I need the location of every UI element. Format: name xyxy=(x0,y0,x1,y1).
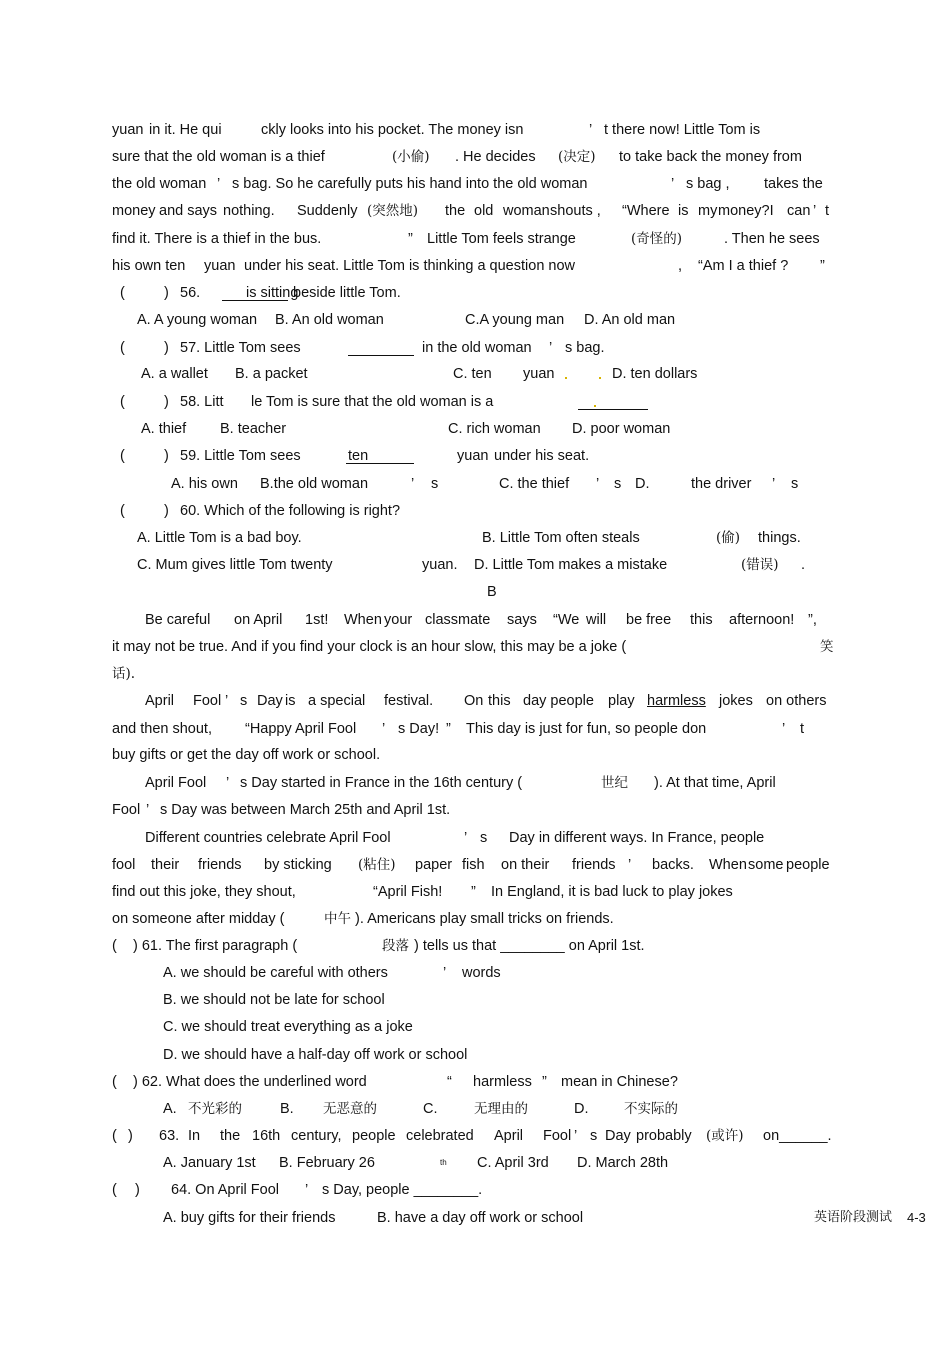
text: is xyxy=(678,203,689,219)
question-61-option-b xyxy=(0,988,950,1012)
passage-a-line-2 xyxy=(0,145,950,169)
option-b: B. have a day off work or school xyxy=(377,1210,584,1226)
question-text: 64. On April Fool xyxy=(171,1182,279,1198)
passage-a-line-3 xyxy=(0,172,950,196)
option-a: A. A young woman xyxy=(137,312,258,328)
answer-paren-close: ) xyxy=(128,1128,133,1144)
text: ”, xyxy=(808,612,817,628)
text: . He decides xyxy=(455,149,536,165)
text: ckly looks into his pocket. The money isn xyxy=(261,122,524,138)
text: a special xyxy=(308,693,366,709)
text: ” xyxy=(820,258,825,274)
question-64 xyxy=(0,1178,950,1202)
text: ’ xyxy=(305,1182,309,1198)
option-a: A. we should be careful with others xyxy=(163,965,388,981)
answer-paren-open: ( xyxy=(120,394,125,410)
passage-b-p4-line-2 xyxy=(0,853,950,877)
question-58-options xyxy=(0,417,950,441)
text: t xyxy=(800,721,805,737)
page-number: 4-3 xyxy=(907,1210,926,1225)
option-d: D. xyxy=(574,1101,589,1117)
text: s xyxy=(590,1128,598,1144)
option-b: B.the old woman xyxy=(260,476,369,492)
option-c: C. xyxy=(423,1101,438,1117)
question-60-options-ab xyxy=(0,526,950,550)
question-62 xyxy=(0,1070,950,1094)
option-b: B. teacher xyxy=(220,421,287,437)
text: under his seat. Little Tom is thinking a question now xyxy=(244,258,576,274)
text: Different countries celebrate April Fool xyxy=(145,830,391,846)
question-text: s bag. xyxy=(565,340,605,356)
question-59 xyxy=(0,444,950,468)
answer-paren-open: ( xyxy=(120,503,125,519)
option-a: A. January 1st xyxy=(163,1155,256,1171)
question-57 xyxy=(0,336,950,360)
option-b: B. Little Tom often steals xyxy=(482,530,640,546)
text: s xyxy=(431,476,439,492)
text: Be careful xyxy=(145,612,211,628)
text: some xyxy=(748,857,784,873)
option-b: B. February 26 xyxy=(279,1155,375,1171)
text: backs. xyxy=(652,857,694,873)
question-text: 57. Little Tom sees xyxy=(180,340,301,356)
question-number: 56. xyxy=(180,285,201,301)
text: be free xyxy=(626,612,672,628)
text: April Fool xyxy=(145,775,207,791)
gloss: 世纪 xyxy=(601,775,628,791)
option-c: C. rich woman xyxy=(448,421,541,437)
text: your xyxy=(384,612,413,628)
option-c: C. April 3rd xyxy=(477,1155,549,1171)
passage-b-p4-line-1 xyxy=(0,826,950,850)
text: can xyxy=(787,203,811,219)
text: 16th xyxy=(252,1128,281,1144)
option-b: B. An old woman xyxy=(275,312,384,328)
text: celebrated xyxy=(406,1128,474,1144)
answer-paren-open: ( xyxy=(112,1182,117,1198)
text: ’ xyxy=(464,830,468,846)
text: “Am I a thief ? xyxy=(698,258,789,274)
question-60 xyxy=(0,499,950,523)
option-c: C. the thief xyxy=(499,476,570,492)
text: t xyxy=(825,203,830,219)
text: s Day! xyxy=(398,721,440,737)
answer-paren-open: ( xyxy=(112,1128,117,1144)
text: his own ten xyxy=(112,258,186,274)
text: the old woman xyxy=(112,176,207,192)
text: sure that the old woman is a thief xyxy=(112,149,325,165)
gloss: (突然地) xyxy=(367,203,419,219)
option-d: D. ten dollars xyxy=(612,366,698,382)
passage-b-p3-line-1 xyxy=(0,771,950,795)
text: April xyxy=(145,693,175,709)
option-d: D. we should have a half-day off work or school xyxy=(163,1047,468,1063)
passage-b-p4-line-3 xyxy=(0,880,950,904)
question-64-options xyxy=(0,1206,950,1230)
text: my xyxy=(698,203,718,219)
text: ’ xyxy=(671,176,675,192)
text: yuan xyxy=(204,258,236,274)
text: this xyxy=(488,693,511,709)
text: ’ xyxy=(226,775,230,791)
section-b-heading xyxy=(0,580,950,604)
text: On xyxy=(464,693,484,709)
passage-b-p2-line-1 xyxy=(0,689,950,713)
text: ’ xyxy=(772,476,776,492)
text: the xyxy=(220,1128,241,1144)
option-c-unit: yuan xyxy=(523,366,555,382)
answer-paren-open: ( xyxy=(120,340,125,356)
answer-paren-open: ( xyxy=(112,1074,117,1090)
text: shouts , xyxy=(550,203,601,219)
stray-mark xyxy=(599,377,601,379)
question-text: in the old woman xyxy=(422,340,532,356)
option-c: C. ten xyxy=(453,366,492,382)
gloss: 话). xyxy=(112,666,136,682)
text: friends xyxy=(198,857,242,873)
text: ten xyxy=(348,448,369,464)
text: money?I xyxy=(718,203,774,219)
text: ’ xyxy=(225,693,229,709)
option-b-text: things. xyxy=(758,530,801,546)
text: When xyxy=(344,612,382,628)
question-text: ) 62. What does the underlined word xyxy=(133,1074,367,1090)
text: Day xyxy=(605,1128,631,1144)
answer-paren-close: ) xyxy=(164,503,169,519)
text: Little Tom feels strange xyxy=(427,231,576,247)
text: woman xyxy=(503,203,550,219)
option-c: C. we should treat everything as a joke xyxy=(163,1019,413,1035)
text: ’ xyxy=(596,476,600,492)
text: will xyxy=(586,612,607,628)
text: buy gifts or get the day off work or school. xyxy=(112,747,381,763)
gloss: 笑 xyxy=(820,639,834,655)
text: takes the xyxy=(764,176,823,192)
text: on others xyxy=(766,693,827,709)
text: ’ xyxy=(782,721,786,737)
question-text: under his seat. xyxy=(494,448,590,464)
text: and says xyxy=(159,203,218,219)
text: s xyxy=(240,693,248,709)
question-59-options xyxy=(0,472,950,496)
text: Day xyxy=(257,693,283,709)
text: find it. There is a thief in the bus. xyxy=(112,231,322,247)
gloss: (粘住) xyxy=(358,857,396,873)
option-d-text: 不实际的 xyxy=(624,1101,678,1117)
passage-b-p1-line-1 xyxy=(0,608,950,632)
text: ’ xyxy=(549,340,553,356)
answer-paren-close: ) xyxy=(164,340,169,356)
answer-paren-close: ) xyxy=(164,394,169,410)
text: fish xyxy=(462,857,485,873)
option-b: B. xyxy=(280,1101,294,1117)
passage-b-p2-line-2 xyxy=(0,717,950,741)
text: people xyxy=(786,857,830,873)
option-a: A. his own xyxy=(171,476,238,492)
text: afternoon! xyxy=(729,612,795,628)
footer-title: 英语阶段测试 xyxy=(814,1210,893,1225)
option-d: D. poor woman xyxy=(572,421,671,437)
text: 1st! xyxy=(305,612,329,628)
option-a: A. a wallet xyxy=(141,366,208,382)
question-number: 63. xyxy=(159,1128,180,1144)
option-a: A. thief xyxy=(141,421,187,437)
question-text: 58. Litt xyxy=(180,394,224,410)
option-a-text: 不光彩的 xyxy=(188,1101,242,1117)
text: , xyxy=(678,258,683,274)
text: ” xyxy=(408,231,413,247)
text: ’ xyxy=(411,476,415,492)
answer-paren-close: ) xyxy=(135,1182,140,1198)
text: ’ xyxy=(628,857,632,873)
text: t there now! Little Tom is xyxy=(604,122,761,138)
question-63-options xyxy=(0,1151,950,1175)
text: . xyxy=(801,557,806,573)
text: friends xyxy=(572,857,616,873)
passage-b-p1-line-3 xyxy=(0,662,950,686)
text: . Then he sees xyxy=(724,231,820,247)
option-b: B. a packet xyxy=(235,366,308,382)
text: ’ xyxy=(443,965,447,981)
section-label: B xyxy=(487,584,497,600)
question-56-options xyxy=(0,308,950,332)
text: ’ xyxy=(217,176,221,192)
text: “Where xyxy=(622,203,670,219)
gloss: (偷) xyxy=(716,530,741,546)
text: old xyxy=(474,203,494,219)
stray-mark xyxy=(565,377,567,379)
option-c-text: 无理由的 xyxy=(474,1101,528,1117)
option-a-text: words xyxy=(462,965,501,981)
gloss: 段落 xyxy=(382,938,409,954)
question-text: mean in Chinese? xyxy=(561,1074,678,1090)
option-c-text: yuan. xyxy=(422,557,458,573)
gloss: (奇怪的) xyxy=(631,231,683,247)
text: people xyxy=(352,1128,396,1144)
text: s Day was between March 25th and April 1st. xyxy=(160,802,451,818)
blank-line xyxy=(348,355,414,356)
option-d: D. xyxy=(635,476,650,492)
text: ). Americans play small tricks on friends. xyxy=(355,911,614,927)
question-word: harmless xyxy=(473,1074,532,1090)
text: “Happy April Fool xyxy=(245,721,357,737)
question-63 xyxy=(0,1124,950,1148)
question-61 xyxy=(0,934,950,958)
question-61-option-c xyxy=(0,1015,950,1039)
text: ” xyxy=(446,721,451,737)
option-d: D. March 28th xyxy=(577,1155,669,1171)
gloss: 中午 xyxy=(324,911,351,927)
question-text: on______. xyxy=(763,1128,832,1144)
text: This day is just for fun, so people don xyxy=(466,721,707,737)
text: on April xyxy=(234,612,283,628)
text: in it. He qui xyxy=(149,122,222,138)
question-text: yuan xyxy=(457,448,489,464)
option-b-text: 无恶意的 xyxy=(323,1101,377,1117)
text: ’ xyxy=(589,122,593,138)
question-56 xyxy=(0,281,950,305)
text: their xyxy=(151,857,180,873)
question-60-options-cd xyxy=(0,553,950,577)
option-c: C. Mum gives little Tom twenty xyxy=(137,557,333,573)
answer-paren-open: ( xyxy=(120,285,125,301)
option-d: D. An old man xyxy=(584,312,676,328)
gloss: (或许) xyxy=(706,1128,744,1144)
question-text: 59. Little Tom sees xyxy=(180,448,301,464)
text: and then shout, xyxy=(112,721,212,737)
passage-a-line-1 xyxy=(0,118,950,142)
gloss: (决定) xyxy=(558,149,596,165)
text: ’ xyxy=(382,721,386,737)
text: In England, it is bad luck to play jokes xyxy=(491,884,733,900)
question-text: 60. Which of the following is right? xyxy=(180,503,401,519)
text: April xyxy=(494,1128,524,1144)
text: fool xyxy=(112,857,136,873)
text: day people xyxy=(523,693,594,709)
text: money xyxy=(112,203,156,219)
text: ). At that time, April xyxy=(654,775,776,791)
blank-line xyxy=(578,409,648,410)
option-d-text: the driver xyxy=(691,476,752,492)
question-58 xyxy=(0,390,950,414)
text: jokes xyxy=(719,693,753,709)
text: is sitting xyxy=(246,285,299,301)
text: Suddenly xyxy=(297,203,358,219)
question-text: ) tells us that ________ on April 1st. xyxy=(414,938,645,954)
text: ’ xyxy=(146,802,150,818)
text: ” xyxy=(542,1074,547,1090)
question-text: beside little Tom. xyxy=(293,285,401,301)
question-62-options xyxy=(0,1097,950,1121)
text: ’ xyxy=(574,1128,578,1144)
option-c: C.A young man xyxy=(465,312,565,328)
passage-b-p4-line-4 xyxy=(0,907,950,931)
answer-paren-close: ) xyxy=(164,285,169,301)
text: s Day started in France in the 16th century ( xyxy=(240,775,523,791)
text: the xyxy=(445,203,466,219)
option-a: A. buy gifts for their friends xyxy=(163,1210,336,1226)
text: nothing. xyxy=(223,203,275,219)
text: ’ xyxy=(813,203,817,219)
option-d: D. Little Tom makes a mistake xyxy=(474,557,668,573)
answer-paren-close: ) xyxy=(164,448,169,464)
gloss: (错误) xyxy=(741,557,779,573)
passage-b-p1-line-2 xyxy=(0,635,950,659)
text: festival. xyxy=(384,693,434,709)
text: In xyxy=(188,1128,201,1144)
text: play xyxy=(608,693,635,709)
superscript: th xyxy=(440,1158,447,1167)
text: When xyxy=(709,857,747,873)
option-a: A. Little Tom is a bad boy. xyxy=(137,530,302,546)
question-text: s Day, people ________. xyxy=(322,1182,483,1198)
text: s xyxy=(791,476,799,492)
question-text: ) 61. The first paragraph ( xyxy=(133,938,298,954)
text: “April Fish! xyxy=(373,884,443,900)
text: Fool xyxy=(543,1128,572,1144)
option-a: A. xyxy=(163,1101,177,1117)
text: Fool xyxy=(112,802,141,818)
text: is xyxy=(285,693,296,709)
text: to take back the money from xyxy=(619,149,802,165)
text: Day in different ways. In France, people xyxy=(509,830,765,846)
text: s xyxy=(614,476,622,492)
question-61-option-a xyxy=(0,961,950,985)
question-text: le Tom is sure that the old woman is a xyxy=(251,394,494,410)
text: paper xyxy=(415,857,453,873)
text: yuan xyxy=(112,122,144,138)
underlined-word: harmless xyxy=(647,693,706,709)
text: century, xyxy=(291,1128,342,1144)
text: on someone after midday ( xyxy=(112,911,285,927)
text: classmate xyxy=(425,612,491,628)
text: this xyxy=(690,612,713,628)
option-b: B. we should not be late for school xyxy=(163,992,385,1008)
answer-paren-open: ( xyxy=(112,938,117,954)
passage-a-line-6 xyxy=(0,254,950,278)
passage-b-p3-line-2 xyxy=(0,798,950,822)
question-57-options xyxy=(0,362,950,386)
text: “We xyxy=(553,612,580,628)
passage-a-line-5 xyxy=(0,227,950,251)
text: “ xyxy=(447,1074,452,1090)
text: Fool xyxy=(193,693,222,709)
text: says xyxy=(507,612,537,628)
text: s bag , xyxy=(686,176,730,192)
text: it may not be true. And if you find your clock is an hour slow, this may be a joke ( xyxy=(112,639,627,655)
passage-a-line-4 xyxy=(0,199,950,223)
passage-b-p2-line-3 xyxy=(0,743,950,767)
text: s xyxy=(480,830,488,846)
answer-paren-open: ( xyxy=(120,448,125,464)
question-61-option-d xyxy=(0,1043,950,1067)
stray-mark xyxy=(594,405,596,407)
text: on their xyxy=(501,857,550,873)
text: probably xyxy=(636,1128,692,1144)
text: find out this joke, they shout, xyxy=(112,884,296,900)
gloss: (小偷) xyxy=(392,149,430,165)
text: by sticking xyxy=(264,857,332,873)
text: ” xyxy=(471,884,476,900)
text: s bag. So he carefully puts his hand into the old woman xyxy=(232,176,588,192)
